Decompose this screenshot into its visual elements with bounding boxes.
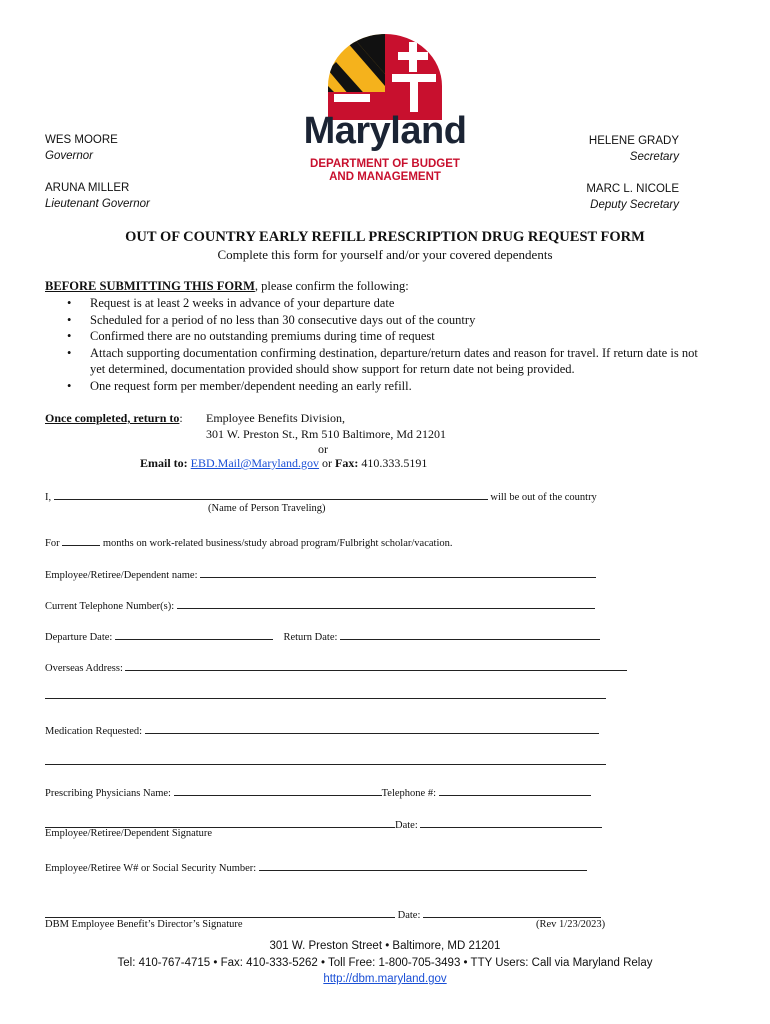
secretary-title: Secretary xyxy=(629,151,679,163)
form-subtitle: Complete this form for yourself and/or your covered dependents xyxy=(217,247,553,262)
governor-title: Governor xyxy=(45,150,93,162)
overseas-address-field[interactable] xyxy=(125,659,627,671)
email-fax-line: Email to: EBD.Mail@Maryland.gov or Fax: 410.333.5191 xyxy=(140,456,428,470)
director-signature-field[interactable] xyxy=(45,906,395,918)
return-line2: 301 W. Preston St., Rm 510 Baltimore, Md 21201 xyxy=(206,426,447,441)
fax-number: 410.333.5191 xyxy=(361,456,428,470)
footer-website-link[interactable]: http://dbm.maryland.gov xyxy=(323,973,447,985)
checklist-item: • Request is at least 2 weeks in advance of your departure date xyxy=(45,295,725,312)
return-label: Once completed, return to xyxy=(45,411,180,425)
director-line: Date: xyxy=(45,906,601,921)
deputy-secretary-title: Deputy Secretary xyxy=(590,199,679,211)
before-submitting xyxy=(45,279,409,294)
footer xyxy=(0,938,770,988)
governor-name: WES MOORE xyxy=(45,134,118,146)
checklist-item: • Scheduled for a period of no less than 30 consecutive days out of the country xyxy=(45,312,725,329)
deputy-secretary-name: MARC L. NICOLE xyxy=(586,183,679,195)
header-left xyxy=(45,132,150,212)
months-field[interactable] xyxy=(62,534,100,546)
traveler-line: I, will be out of the country xyxy=(45,488,597,503)
before-text: , please confirm the following: xyxy=(254,279,409,293)
email-link[interactable]: EBD.Mail@Maryland.gov xyxy=(190,456,320,470)
return-line1: Employee Benefits Division, xyxy=(206,411,345,425)
logo-dept-line1: DEPARTMENT OF BUDGET xyxy=(310,158,460,170)
ssn-field[interactable] xyxy=(259,859,587,871)
revision-date: (Rev 1/23/2023) xyxy=(536,919,606,930)
overseas-address-field-2[interactable] xyxy=(45,690,606,699)
phone-line: Current Telephone Number(s): xyxy=(45,597,595,612)
traveler-name-field[interactable] xyxy=(54,488,488,500)
phone-field[interactable] xyxy=(177,597,595,609)
medication-line: Medication Requested: xyxy=(45,722,599,737)
logo-wordmark: Maryland xyxy=(303,110,467,152)
checklist-item: • Confirmed there are no outstanding premiums during time of request xyxy=(45,328,725,345)
return-address xyxy=(206,411,446,442)
checklist-item: • One request form per member/dependent needing an early refill. xyxy=(45,378,725,395)
signature-line: Date: xyxy=(45,816,602,831)
physician-name-field[interactable] xyxy=(174,784,382,796)
form-title: OUT OF COUNTRY EARLY REFILL PRESCRIPTION DRUG REQUEST FORM xyxy=(125,229,645,245)
physician-phone-field[interactable] xyxy=(439,784,591,796)
logo-dept-line2: AND MANAGEMENT xyxy=(329,171,441,183)
return-or: or xyxy=(318,442,328,456)
maryland-logo xyxy=(280,34,490,184)
signature-caption: Employee/Retiree/Dependent Signature xyxy=(45,828,213,839)
physician-line: Prescribing Physicians Name: Telephone #: xyxy=(45,784,591,799)
signature-field[interactable] xyxy=(45,816,395,828)
medication-field[interactable] xyxy=(145,722,599,734)
maryland-flag-icon xyxy=(280,34,490,120)
lt-governor-title: Lieutenant Governor xyxy=(45,198,150,210)
director-date-field[interactable] xyxy=(423,906,601,918)
ssn-line: Employee/Retiree W# or Social Security Number: xyxy=(45,859,587,874)
header-right xyxy=(480,133,679,213)
secretary-name: HELENE GRADY xyxy=(588,135,679,147)
checklist-item: • Attach supporting documentation confirming destination, departure/return dates and reason for travel. If return date is not yet determined, documentation provided should show support for return date not being provided. xyxy=(45,345,710,378)
director-caption: DBM Employee Benefit’s Director’s Signature xyxy=(45,919,243,930)
dates-line: Departure Date: Return Date: xyxy=(45,628,600,643)
overseas-line: Overseas Address: xyxy=(45,659,627,674)
checklist xyxy=(45,295,725,394)
footer-address: 301 W. Preston Street • Baltimore, MD 21201 xyxy=(269,940,501,952)
medication-field-2[interactable] xyxy=(45,756,606,765)
before-label: BEFORE SUBMITTING THIS FORM xyxy=(45,279,255,293)
departure-date-field[interactable] xyxy=(115,628,273,640)
return-label-wrap: Once completed, return to: xyxy=(45,411,183,425)
signature-date-field[interactable] xyxy=(420,816,602,828)
footer-contacts: Tel: 410-767-4715 • Fax: 410-333-5262 • Toll Free: 1-800-705-3493 • TTY Users: Call via Maryland Relay xyxy=(117,956,653,969)
months-line: For months on work-related business/study abroad program/Fulbright scholar/vacation. xyxy=(45,534,452,549)
name-caption: (Name of Person Traveling) xyxy=(208,503,326,514)
dependent-name-field[interactable] xyxy=(200,566,596,578)
lt-governor-name: ARUNA MILLER xyxy=(45,182,130,194)
return-date-field[interactable] xyxy=(340,628,600,640)
dependent-name-line: Employee/Retiree/Dependent name: xyxy=(45,566,596,581)
